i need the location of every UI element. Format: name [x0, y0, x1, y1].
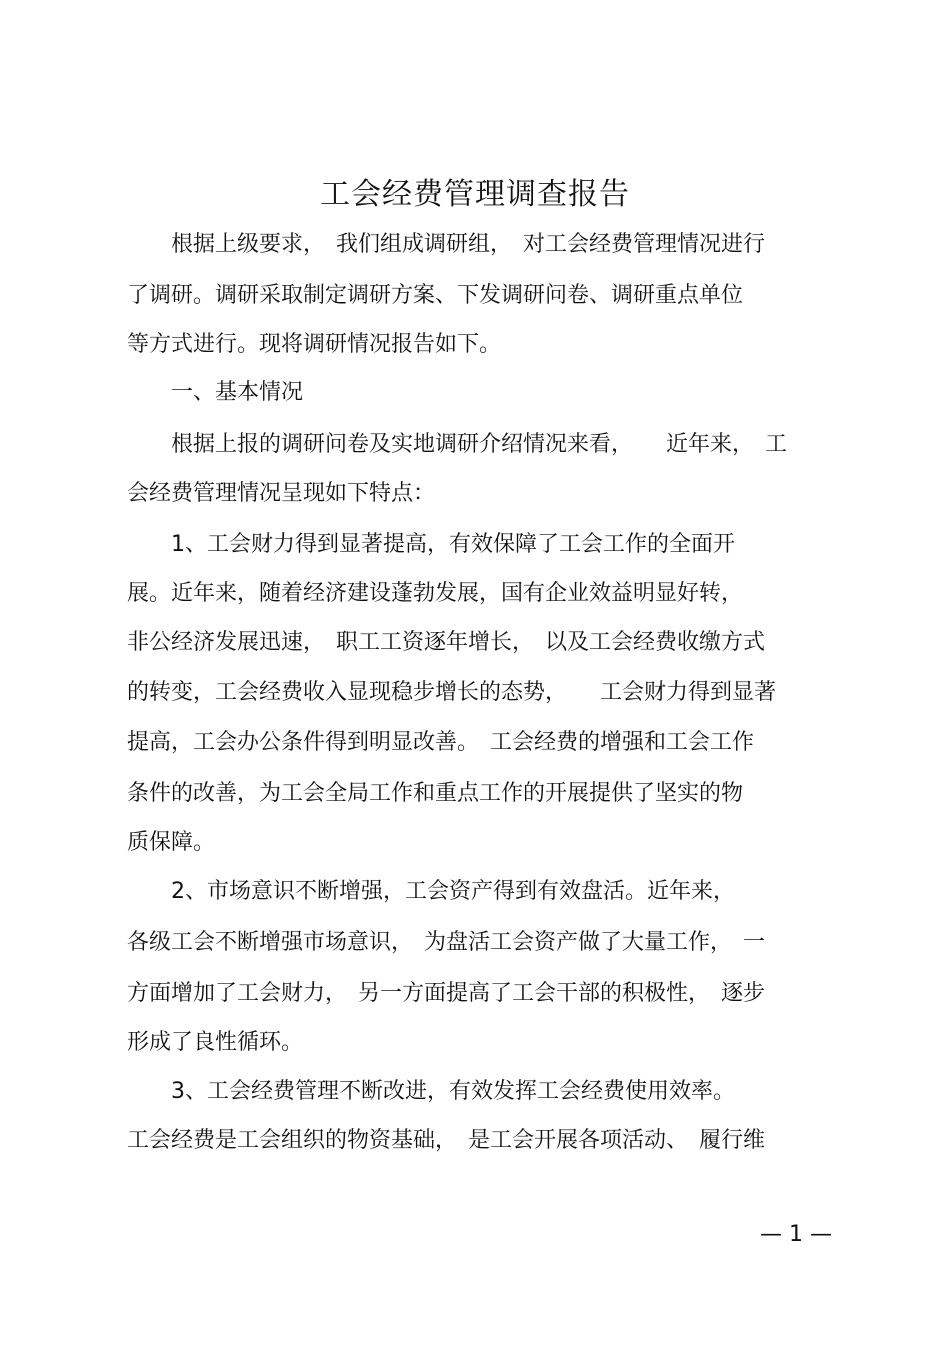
paragraph-line: 等方式进行。现将调研情况报告如下。	[127, 332, 502, 357]
paragraph-line: 展。近年来，随着经济建设蓬勃发展，国有企业效益明显好转，	[127, 581, 744, 606]
paragraph-line: 了调研。调研采取制定调研方案、下发调研问卷、调研重点单位	[127, 283, 744, 308]
paragraph-line: 方面增加了工会财力， 另一方面提高了工会干部的积极性， 逐步	[127, 981, 766, 1006]
paragraph-line: 1、工会财力得到显著提高，有效保障了工会工作的全面开	[127, 532, 735, 557]
paragraph-line: 形成了良性循环。	[127, 1030, 304, 1055]
document-title: 工会经费管理调查报告	[320, 177, 630, 212]
paragraph-line: 各级工会不断增强市场意识， 为盘活工会资产做了大量工作， 一	[127, 930, 766, 955]
paragraph-line: 的转变，工会经费收入显现稳步增长的态势， 工会财力得到显著	[127, 680, 777, 705]
paragraph-line: 根据上级要求， 我们组成调研组， 对工会经费管理情况进行	[127, 232, 766, 257]
paragraph-line: 条件的改善，为工会全局工作和重点工作的开展提供了坚实的物	[127, 781, 744, 806]
paragraph-line: 2、市场意识不断增强，工会资产得到有效盘活。近年来，	[127, 879, 735, 904]
section-heading: 一、基本情况	[127, 380, 304, 405]
page-number: — 1 —	[760, 1222, 832, 1247]
paragraph-line: 工会经费是工会组织的物资基础， 是工会开展各项活动、 履行维	[127, 1128, 766, 1153]
paragraph-line: 提高，工会办公条件得到明显改善。 工会经费的增强和工会工作	[127, 730, 755, 755]
paragraph-line: 会经费管理情况呈现如下特点：	[127, 481, 436, 506]
paragraph-line: 3、工会经费管理不断改进，有效发挥工会经费使用效率。	[127, 1079, 735, 1104]
paragraph-line: 非公经济发展迅速， 职工工资逐年增长， 以及工会经费收缴方式	[127, 630, 766, 655]
paragraph-line: 根据上报的调研问卷及实地调研介绍情况来看， 近年来， 工	[127, 432, 788, 457]
paragraph-line: 质保障。	[127, 830, 216, 855]
